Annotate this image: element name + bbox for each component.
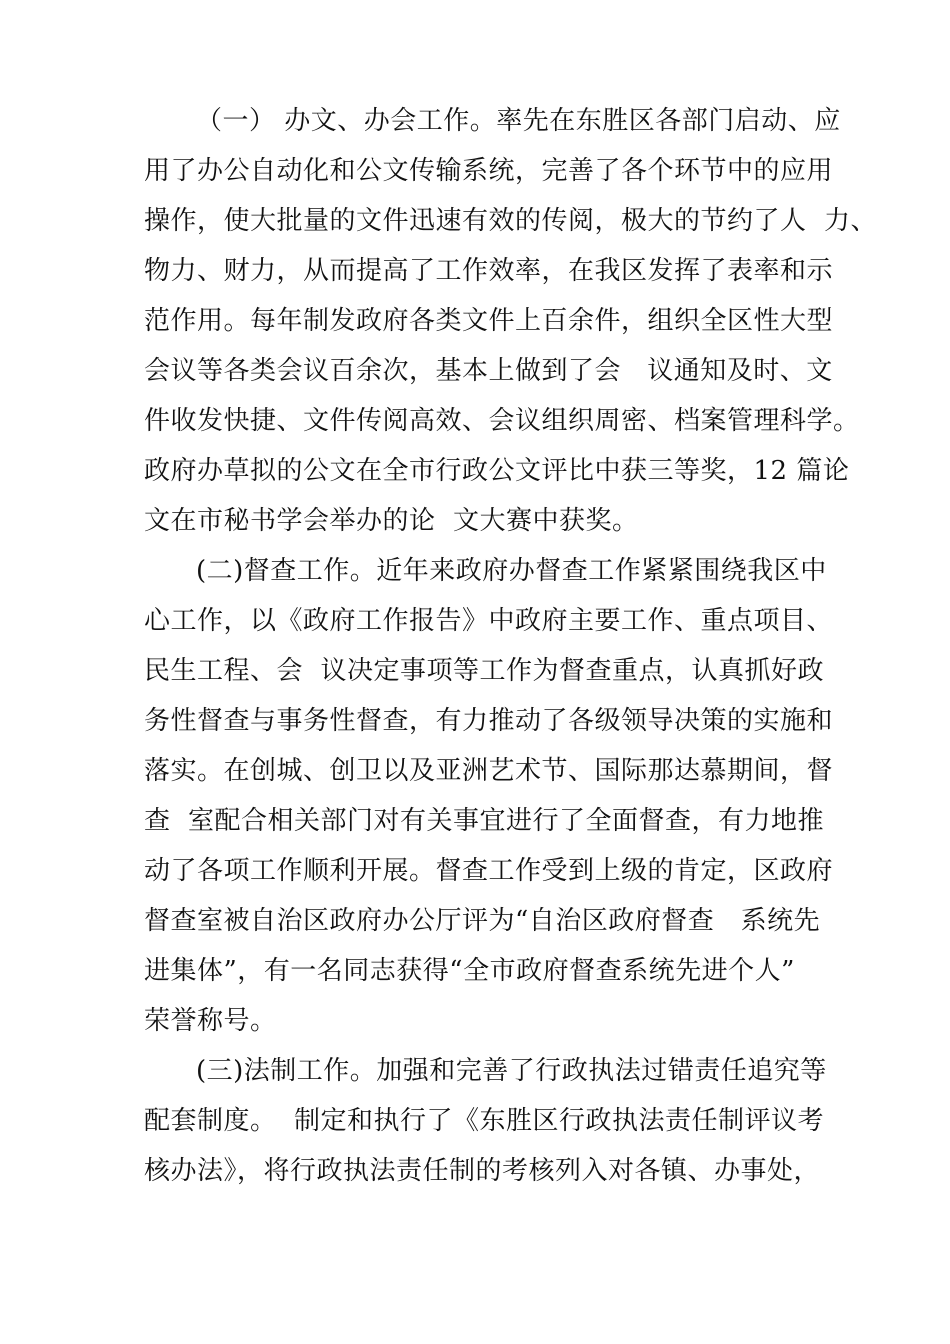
text-line: 落实。在创城、创卫以及亚洲艺术节、国际那达慕期间，督 xyxy=(144,756,834,786)
text-line: 政府办草拟的公文在全市行政公文评比中获三等奖，12 篇论 xyxy=(144,456,850,486)
text-line: 文在市秘书学会举办的论 文大赛中获奖。 xyxy=(144,506,639,536)
text-line: 配套制度。 制定和执行了《东胜区行政执法责任制评议考 xyxy=(144,1106,825,1136)
text-line: 查 室配合相关部门对有关事宜进行了全面督查，有力地推 xyxy=(144,806,825,836)
text-line: (二)督查工作。近年来政府办督查工作紧紧围绕我区中 xyxy=(196,556,827,586)
text-line: 物力、财力，从而提高了工作效率，在我区发挥了表率和示 xyxy=(144,256,834,286)
text-line: 动了各项工作顺利开展。督查工作受到上级的肯定，区政府 xyxy=(144,856,834,886)
document-body xyxy=(144,96,878,1196)
text-line: 荣誉称号。 xyxy=(144,1006,277,1036)
text-line: (三)法制工作。加强和完善了行政执法过错责任追究等 xyxy=(196,1056,827,1086)
text-line: 心工作，以《政府工作报告》中政府主要工作、重点项目、 xyxy=(144,606,834,636)
text-line: 核办法》，将行政执法责任制的考核列入对各镇、办事处， xyxy=(144,1156,821,1186)
text-line: 督查室被自治区政府办公厅评为“自治区政府督查 系统先 xyxy=(144,906,821,936)
paragraph-legal-work xyxy=(144,1046,864,1196)
text-line: 务性督查与事务性督查，有力推动了各级领导决策的实施和 xyxy=(144,706,834,736)
text-line: 民生工程、会 议决定事项等工作为督查重点，认真抓好政 xyxy=(144,656,825,686)
text-line: （一） 办文、办会工作。率先在东胜区各部门启动、应 xyxy=(196,106,841,136)
paragraph-supervision-work xyxy=(144,546,864,1046)
text-line: 操作，使大批量的文件迅速有效的传阅，极大的节约了人 力、 xyxy=(144,206,878,236)
paragraph-office-work xyxy=(144,96,878,546)
text-line: 会议等各类会议百余次，基本上做到了会 议通知及时、文 xyxy=(144,356,833,386)
text-line: 进集体”，有一名同志获得“全市政府督查系统先进个人” xyxy=(144,956,795,986)
text-line: 范作用。每年制发政府各类文件上百余件，组织全区性大型 xyxy=(144,306,834,336)
text-line: 用了办公自动化和公文传输系统，完善了各个环节中的应用 xyxy=(144,156,834,186)
text-line: 件收发快捷、文件传阅高效、会议组织周密、档案管理科学。 xyxy=(144,406,860,436)
